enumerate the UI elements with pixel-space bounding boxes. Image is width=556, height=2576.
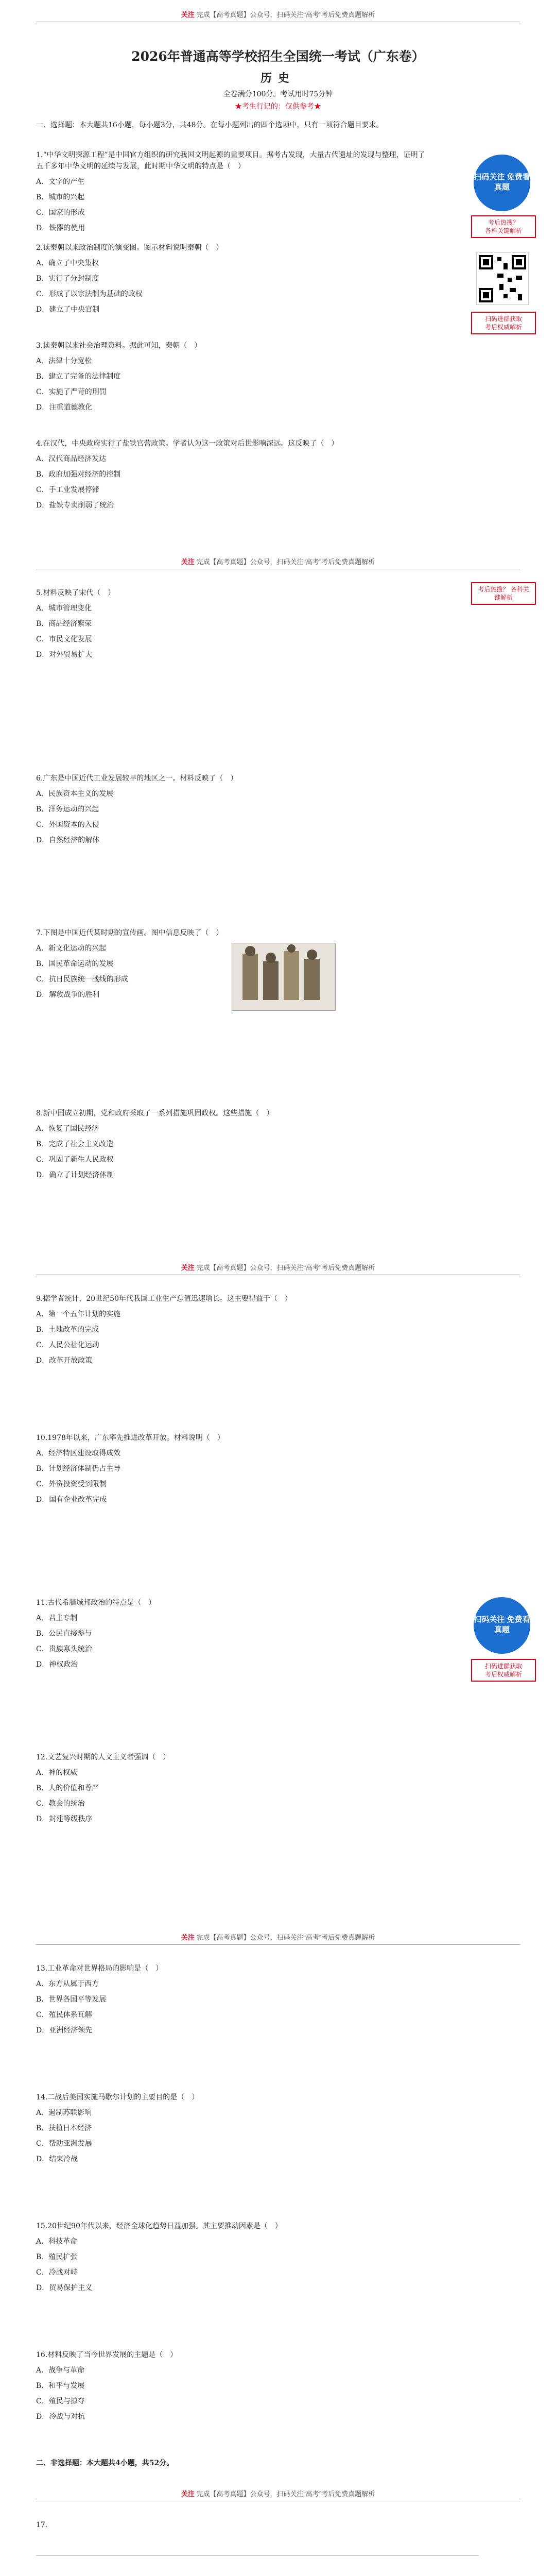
exam-title: 2026年普通高等学校招生全国统一考试（广东卷） xyxy=(131,49,425,64)
question-3: 3.读秦朝以来社会治理资料。据此可知，秦朝（ ） A．法律十分宽松 B．建立了完备的法律制度 C．实施了严苛的刑罚 D．注重道德教化 xyxy=(36,342,202,412)
question-16: 16.材料反映了当今世界发展的主题是（ ） A．战争与革命 B．和平与发展 C．殖民与掠夺 D．冷战与对抗 xyxy=(36,2351,178,2421)
question-17: 17. xyxy=(36,2521,48,2529)
page4-banner: 关注 完成【高考真题】公众号，扫码关注“高考”考后免费真题解析 xyxy=(181,1934,375,1941)
subject-title: 历史 xyxy=(260,72,296,85)
question-6: 6.广东是中国近代工业发展较早的地区之一。材料反映了（ ） A．民族资本主义的发展 B．洋务运动的兴起 C．外国资本的入侵 D．自然经济的解体 xyxy=(36,774,238,844)
page2-banner: 关注 完成【高考真题】公众号，扫码关注“高考”考后免费真题解析 xyxy=(181,558,375,566)
question-11: 11.古代希腊城邦政治的特点是（ ） A．君主专制 B．公民直接参与 C．贵族寡头统治 D．神权政治 xyxy=(36,1599,156,1669)
top-banner xyxy=(0,9,556,19)
badge-3-label: 扫码进群获取 考后权威解析 xyxy=(471,1659,536,1682)
qr-badge-1[interactable] xyxy=(474,155,530,211)
instructions: 一、选择题：本大题共16小题，每小题3分，共48分。在每小题列出的四个选项中，只有一项符合题目要求。 xyxy=(36,121,384,129)
badge-1-text: 扫码关注 免费看真题 xyxy=(474,173,530,192)
question-4: 4.在汉代，中央政府实行了盐铁官营政策。学者认为这一政策对后世影响深远。这反映了（ ） A．汉代商品经济发达 B．政府加强对经济的控制 C．手工业发展停滞 D．盐铁专卖削弱了统治 xyxy=(36,439,339,510)
banner-text: 完成【高考真题】公众号，扫码关注“高考”考后免费真题解析 xyxy=(196,11,375,19)
page3-banner: 关注 完成【高考真题】公众号，扫码关注“高考”考后免费真题解析 xyxy=(181,1264,375,1272)
question-9: 9.据学者统计，20世纪50年代我国工业生产总值迅速增长。这主要得益于（ ） A．第一个五年计划的实施 B．土地改革的完成 C．人民公社化运动 D．改革开放政策 xyxy=(36,1295,292,1365)
question-1: 1.“中华文明探源工程”是中国官方组织的研究我国文明起源的重要项目。据考古发现，大量古代遗址的发现与整理，证明了五千多年中华文明的延续与发展，此时期中华文明的特点是（ ） A．文字的产生 B．城市的兴起 C．国家的形成 D．铁器的使用 xyxy=(36,151,425,232)
badge-1-label: 考后热搜？ 各科关键解析 xyxy=(471,215,536,238)
question-15: 15.20世纪90年代以来，经济全球化趋势日益加强。其主要推动因素是（ ） A．科技革命 B．殖民扩张 C．冷战对峙 D．贸易保护主义 xyxy=(36,2222,282,2292)
question-7: 7.下图是中国近代某时期的宣传画。图中信息反映了（ ） A．新文化运动的兴起 B．国民革命运动的发展 C．抗日民族统一战线的形成 D．解放战争的胜利 xyxy=(36,929,223,999)
page5-banner: 关注 完成【高考真题】公众号，扫码关注“高考”考后免费真题解析 xyxy=(181,2490,375,2498)
question-14: 14.二战后美国实施马歇尔计划的主要目的是（ ） A．遏制苏联影响 B．扶植日本经济 C．帮助亚洲发展 D．结束冷战 xyxy=(36,2093,199,2163)
question-10: 10.1978年以来，广东率先推进改革开放。材料说明（ ） A．经济特区建设取得成效 B．计划经济体制仍占主导 C．外资投资受到限制 D．国有企业改革完成 xyxy=(36,1434,224,1504)
side-note-2: 考后热搜？ 各科关键解析 xyxy=(471,582,536,605)
question-8: 8.新中国成立初期，党和政府采取了一系列措施巩固政权。这些措施（ ） A．恢复了国民经济 B．完成了社会主义改造 C．巩固了新生人民政权 D．确立了计划经济体制 xyxy=(36,1109,274,1179)
qr-badge-2[interactable]: 扫码关注 免费看真题 xyxy=(474,1597,530,1654)
qr-code-1[interactable] xyxy=(476,252,529,305)
banner-prefix: 关注 xyxy=(181,11,195,19)
section-2-heading: 二、非选择题：本大题共4小题，共52分。 xyxy=(36,2459,174,2467)
poster-illustration-icon xyxy=(232,943,335,1010)
qr-pattern-icon xyxy=(477,253,528,304)
answer-line-1 xyxy=(36,2555,479,2556)
confidential-notice: ★考生行记的：仅供参考★ xyxy=(235,103,321,111)
exam-meta: 全卷满分100分。考试用时75分钟 xyxy=(223,90,333,98)
question-12: 12.文艺复兴时期的人文主义者强调（ ） A．神的权威 B．人的价值和尊严 C．教会的统治 D．封建等级秩序 xyxy=(36,1753,170,1823)
question-13: 13.工业革命对世界格局的影响是（ ） A．东方从属于西方 B．世界各国平等发展 C．殖民体系瓦解 D．亚洲经济领先 xyxy=(36,1964,163,2035)
page4-rule xyxy=(36,1944,520,1945)
badge-2-label: 扫码进群获取 考后权威解析 xyxy=(471,312,536,334)
propaganda-image xyxy=(232,943,336,1011)
question-5: 5.材料反映了宋代（ ） A．城市管理变化 B．商品经济繁荣 C．市民文化发展 D．对外贸易扩大 xyxy=(36,589,115,659)
question-2: 2.读秦朝以来政治制度的演变图。图示材料说明秦朝（ ） A．确立了中央集权 B．实行了分封制度 C．形成了以宗法制为基础的政权 D．建立了中央官制 xyxy=(36,244,223,314)
